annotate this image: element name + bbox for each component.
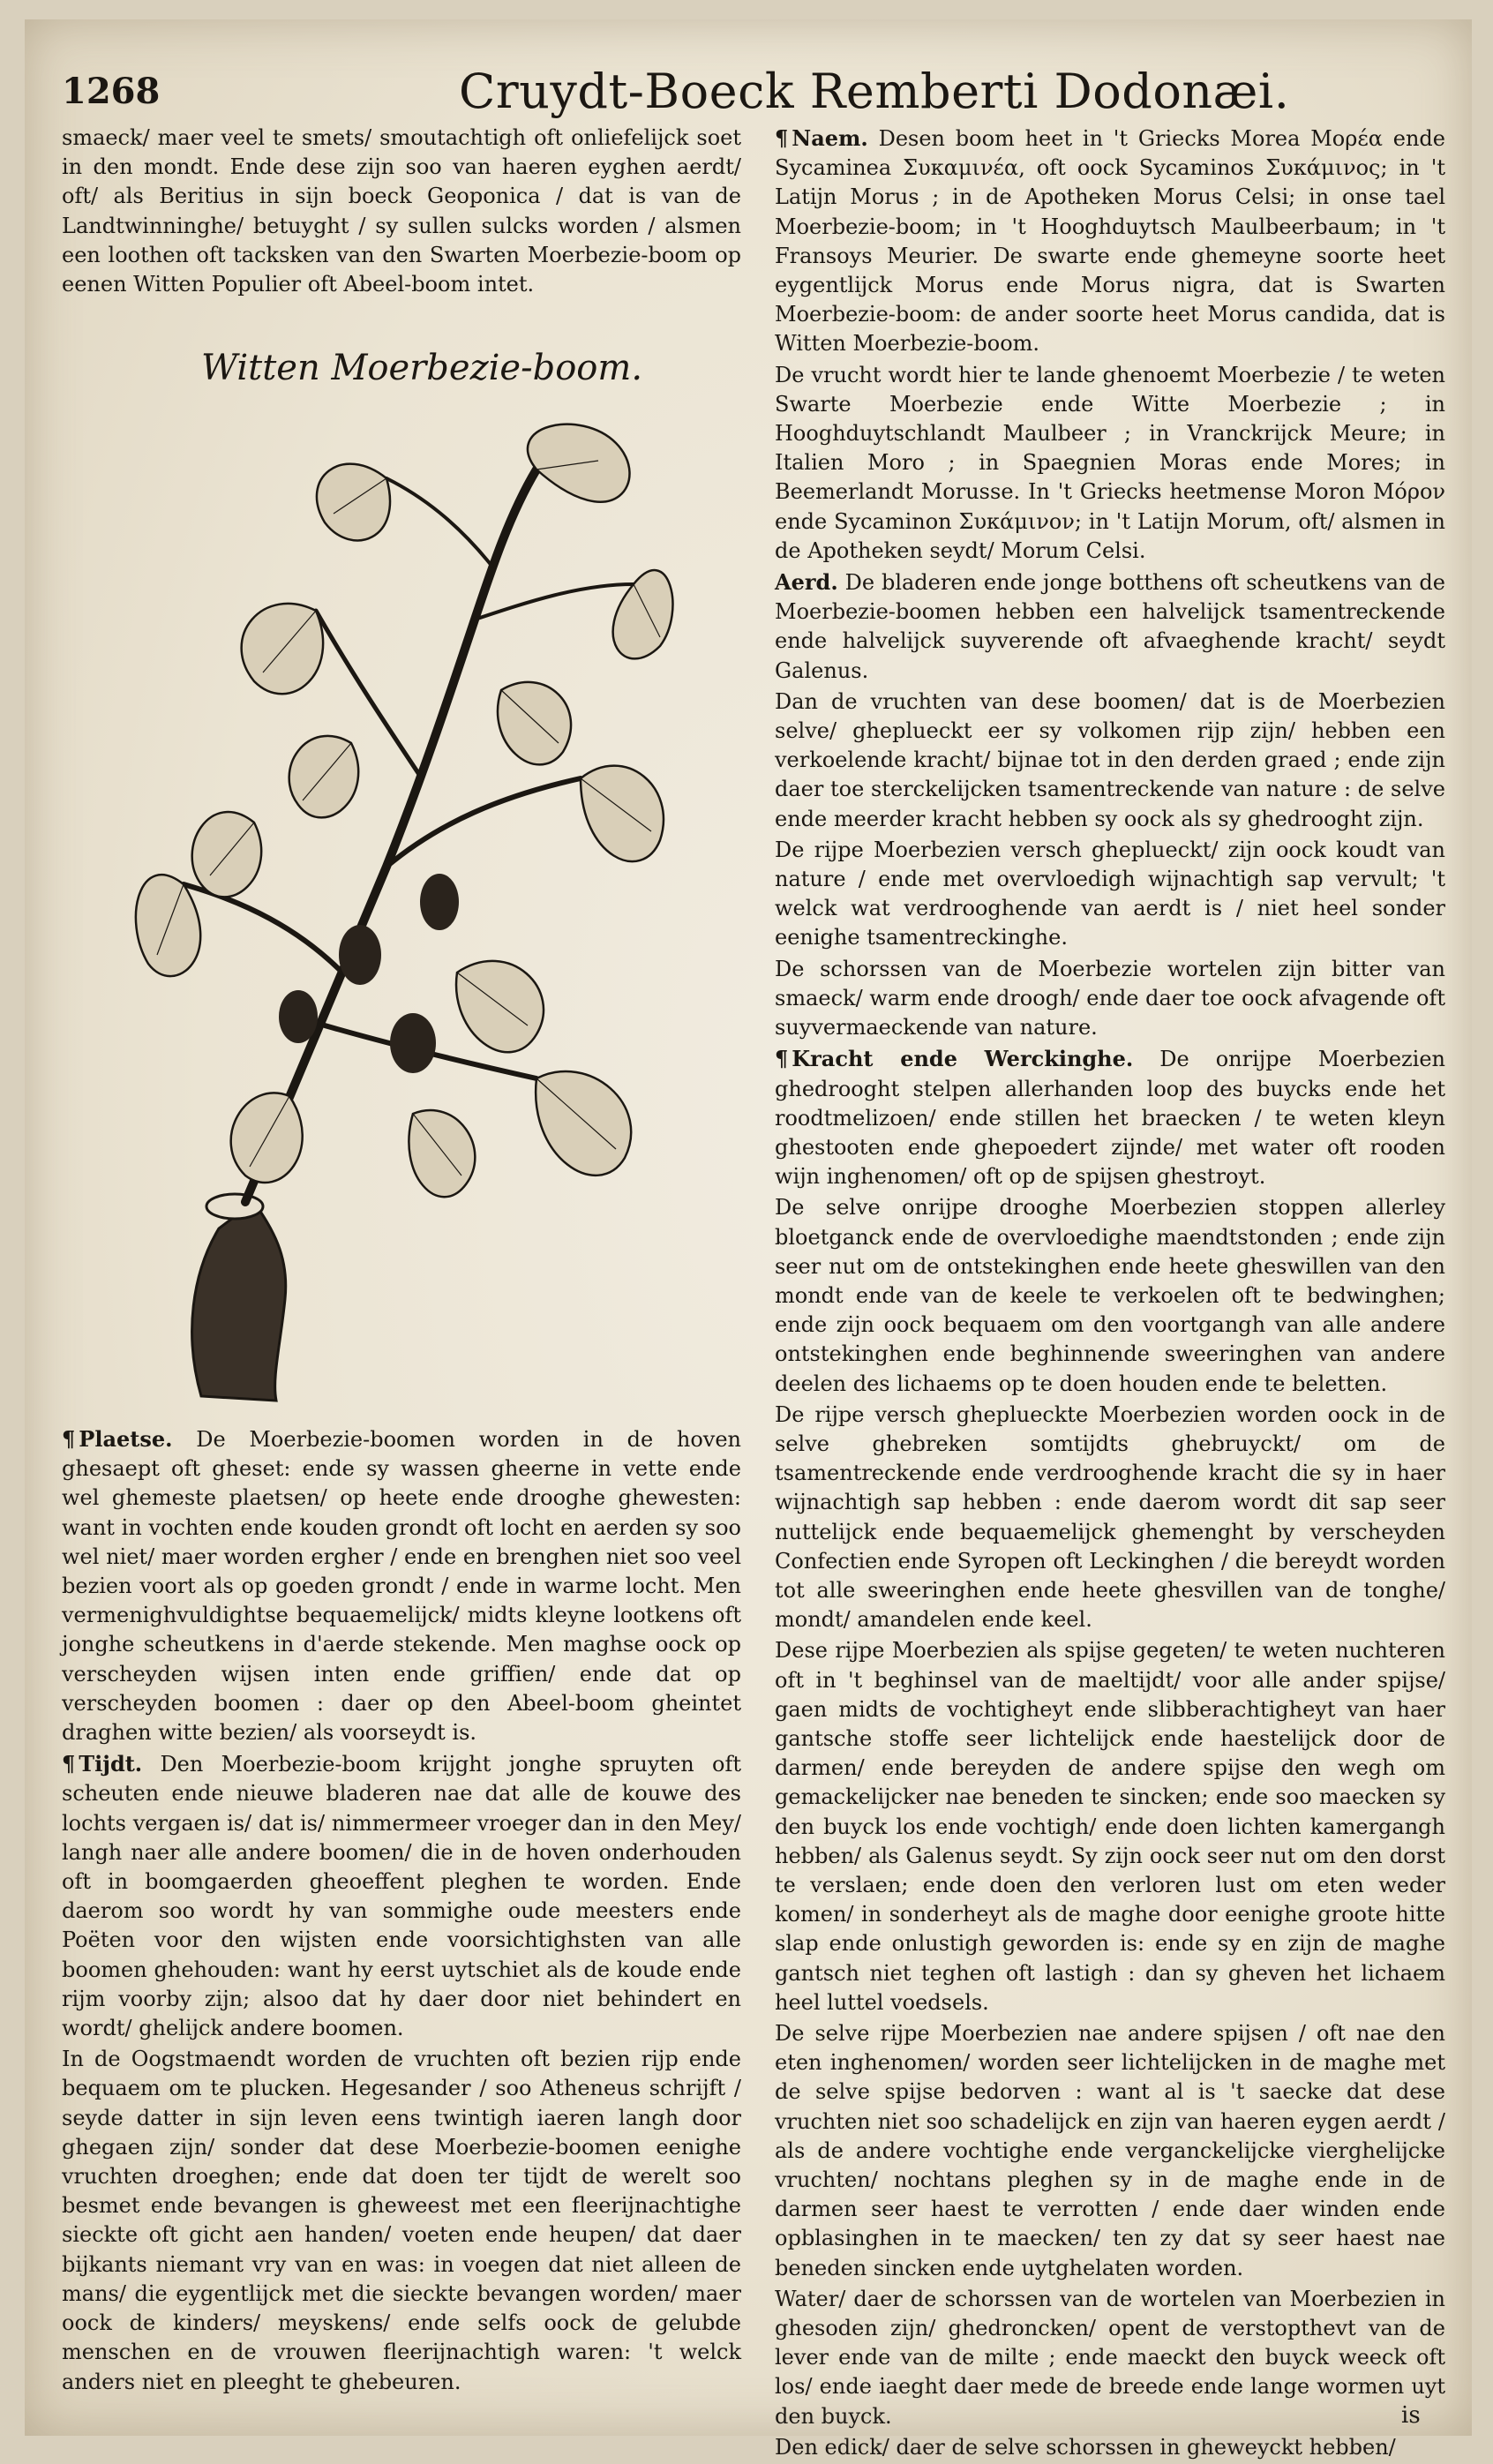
paragraph	[62, 1749, 741, 2043]
paragraph	[775, 361, 1445, 566]
paragraph	[775, 2285, 1445, 2431]
paragraph	[775, 2433, 1445, 2462]
page-header	[62, 55, 1438, 125]
section-lead: Kracht ende Werckinghe.	[792, 1046, 1134, 1072]
paragraph-text: Water/ daer de schorssen van de wortelen van Moerbezien in ghesoden zijn/ ghedroncken/ opent de verstopthevt van de lever ende van de milte ; ende maeckt den buyck weeck oft los/ ende iaeght daer mede de breede ende lange wormen uyt den buyck.	[775, 2286, 1445, 2429]
paragraph-text: Desen boom heet in 't Griecks Morea Μορέα ende Sycaminea Συκαμινέα, oft oock Sycaminos Συκάμινος; in 't Latijn Morus ; in de Apotheken Morus Celsi; in onse tael Moerbezie-boom; in 't Hooghduytsch Maulbeerbaum; in 't Fransoys Meurier. De swarte ende ghemeyne soorte heet eygentlijck Morus ende Morus nigra, dat is Swarten Moerbezie-boom: de ander soorte heet Morus candida, dat is Witten Moerbezie-boom.	[775, 126, 1446, 357]
paragraph-text: Den edick/ daer de selve schorssen in gheweyckt hebben/	[775, 2434, 1396, 2460]
section-lead: Plaetse.	[79, 1426, 173, 1452]
paragraph-text: De onrijpe Moerbezien ghedrooght stelpen allerhanden loop des buycks ende het roodtmelizoen/ ende stillen het braecken / te weten kleyn ghestooten ende ghepoedert zijnde/ met water oft rooden wijn inghenomen/ oft op de spijsen ghestroyt.	[775, 1047, 1445, 1190]
paragraph-text: De vrucht wordt hier te lande ghenoemt Moerbezie / te weten Swarte Moerbezie ende Witte Moerbezie ; in Hooghduytschlandt Maulbeer ; in Vranckrijck Meure; in Italien Moro ; in Spaegnien Moras ende Mores; in Beemerlandt Morusse. In 't Griecks heetmense Moron Μόρον ende Sycaminon Συκάμινον; in 't Latijn Morum, oft/ alsmen in de Apotheken seydt/ Morum Celsi.	[775, 362, 1445, 563]
paragraph	[62, 2045, 741, 2396]
paragraph: smaeck/ maer veel te smets/ smoutachtigh oft onliefelijck soet in den mondt. Ende dese zijn soo van haeren eyghen aerdt/ oft/ als Beritius in sijn boeck Geoponica / dat is van de Landtwinninghe/ betuyght / sy sullen sulcks worden / alsmen een loothen oft tacksken van den Swarten Moerbezie-boom op eenen Witten Populier oft Abeel-boom intet.	[62, 125, 741, 297]
paragraph-text: De selve rijpe Moerbezien nae andere spijsen / oft nae den eten inghenomen/ worden seer lichtelijcken in de maghe met de selve spijse bedorven : want al is 't saecke dat dese vruchten niet soo schadelijck en zijn van haeren eygen aerdt / als de andere vochtighe ende verganckelijcke vierghelijcke vruchten/ nochtans pleghen sy in de maghe ende in de darmen seer haest te verrotten / ende daer winden ende opblasinghen in te maecken/ ten zy dat sy seer haest nae beneden sincken ende uytghelaten worden.	[775, 2021, 1445, 2280]
book-page	[25, 19, 1472, 2460]
paragraph	[775, 124, 1445, 359]
paragraph	[775, 1044, 1445, 1191]
paragraph-text: De rijpe versch gheplueckte Moerbezien worden oock in de selve ghebreken somtijdts ghebruyckt/ om de tsamentreckende ende verdrooghende kracht die sy in haer wijnachtigh sap hebben : ende daerom wordt dit sap seer nuttelijck ende bequaemelijck ghemenght by verscheyden Confectien ende Syropen oft Leckinghen / die bereydt worden tot alle sweeringhen ende heete ghesvillen van de tonghe/ mondt/ amandelen ende keel.	[775, 1401, 1445, 1633]
paragraph-text: De Moerbezie-boomen worden in de hoven ghesaept oft gheset: ende sy wassen gheerne in vette ende wel ghemeste plaetsen/ op heete ende drooghe ghewesten: want in vochten ende kouden grondt oft locht en aerden sy soo wel niet/ maer worden ergher / ende en brenghen niet soo veel bezien voort als op goeden grondt / ende in warme locht. Men vermenighvuldightse bequaemelijck/ midts kleyne lootkens oft jonghe scheutkens in d'aerde stekende. Men maghse oock op verscheyden wijsen inten ende griffien/ ende dat op verscheyden boomen : daer op den Abeel-boom gheintet draghen witte bezien/ als voorseydt is.	[62, 1427, 741, 1746]
pilcrow-icon: ¶	[62, 1751, 76, 1777]
paragraph	[775, 1401, 1445, 1635]
paragraph	[775, 1636, 1445, 2017]
catchword: is	[1401, 2402, 1421, 2429]
paragraph-text: De bladeren ende jonge botthens oft scheutkens van de Moerbezie-boomen hebben een halvelijck tsamentreckende ende halvelijck suyverende oft afvaeghende kracht/ seydt Galenus.	[775, 570, 1445, 683]
section-lead: Aerd.	[775, 569, 838, 596]
paragraph-text: In de Oogstmaendt worden de vruchten oft bezien rijp ende bequaem om te plucken. Hegesander / soo Atheneus schrijft / seyde datter in sijn leven eens twintigh iaeren langh door ghegaen zijn/ sonder dat dese Moerbezie-boomen eenighe vruchten droeghen; ende dat doen ter tijdt de werelt soo besmet ende bevangen is gheweest met een fleerijnachtighe sieckte oft gicht aen handen/ voeten ende heupen/ dat daer bijkants niemant vry van en was: in voegen dat niet alleen de mans/ die eygentlijck met die sieckte bevangen worden/ maer oock de kinders/ meyskens/ ende selfs oock de gelubde menschen en de vrouwen fleerijnachtigh waren: 't welck anders niet en pleeght te ghebeuren.	[62, 2047, 741, 2394]
pilcrow-icon: ¶	[775, 125, 789, 151]
pilcrow-icon: ¶	[62, 1426, 76, 1452]
paragraph	[775, 567, 1445, 686]
right-column	[775, 124, 1445, 2464]
paragraph	[62, 1424, 741, 1747]
paragraph-text: De selve onrijpe drooghe Moerbezien stoppen allerley bloetganck ende de overvloedighe maendtstonden ; ende zijn seer nut om de ontstekinghen ende heete gheswillen van den mondt ende van de keele te verkoelen oft te bedwinghen; ende zijn oock bequaem om den voortgangh van alle andere ontstekinghen ende beghinnende sweeringhen van andere deelen des lichaems op te doen houden ende te beletten.	[775, 1195, 1445, 1396]
paragraph-text: De schorssen van de Moerbezie wortelen zijn bitter van smaeck/ warm ende droogh/ ende daer toe oock afvagende oft suyvermaeckende van nature.	[775, 956, 1445, 1040]
paragraph	[775, 836, 1445, 953]
paragraph	[775, 1193, 1445, 1398]
paragraph	[775, 955, 1445, 1043]
paragraph-text: Dan de vruchten van dese boomen/ dat is de Moerbezien selve/ gheplueckt eer sy volkomen rijp zijn/ hebben een verkoelende kracht/ bijnae tot in den derden graed ; ende zijn daer toe sterckelijcken tsamentreckende van nature : de selve ende meerder kracht hebben sy oock als sy ghedrooght zijn.	[775, 688, 1445, 831]
mulberry-branch-woodcut	[122, 408, 686, 1405]
paragraph-text: Den Moerbezie-boom krijght jonghe spruyten oft scheuten ende nieuwe bladeren nae dat alle de kouwe des lochts vergaen is/ dat is/ nimmermeer vroeger dan in den Mey/ langh naer alle andere boomen/ die in de hoven onderhouden oft in boomgaerden gheoeffent pleghen te worden. Ende daerom soo wordt hy van sommighe oude meesters ende Poëten voor den wijsten ende voorsichtighsten van alle boomen ghehouden: want hy eerst uytschiet als de koude ende rijm voorby zijn; alsoo dat hy daer door niet behindert en wordt/ ghelijck andere boomen.	[62, 1752, 741, 2041]
left-column-intro	[62, 124, 741, 301]
paragraph	[775, 2019, 1445, 2283]
paragraph-text: De rijpe Moerbezien versch gheplueckt/ zijn oock koudt van nature / ende met overvloedigh wijnachtigh sap vervult; 't welck wat verdrooghende van aerdt is / niet heel sonder eenighe tsamentreckinghe.	[775, 837, 1445, 950]
pilcrow-icon: ¶	[775, 1046, 789, 1072]
section-lead: Tijdt.	[79, 1751, 143, 1777]
paragraph	[775, 687, 1445, 834]
section-lead: Naem.	[792, 125, 868, 151]
paragraph-text: Dese rijpe Moerbezien als spijse gegeten/ te weten nuchteren oft in 't beghinsel van de maeltijdt/ voor alle ander spijse/ gaen midts de vochtigheyt ende slibberachtigheyt van haer gantsche stoffe seer lichtelijck ende haestelijck door de darmen/ ende bereyden de andere spijse den wegh om gemackelijcker nae beneden te sincken; ende soo maecken sy den buyck los ende vochtigh/ ende doen lichten kamergangh hebben/ als Galenus seydt. Sy zijn oock seer nut om den dorst te verslaen; ende doen den verloren lust om eten weder komen/ in sonderheyt als de maghe door eenighe groote hitte slap ende onlustigh geworden is: ende sy en zijn de maghe gantsch niet teghen oft lastigh : dan sy gheven het lichaem heel luttel voedsels.	[775, 1638, 1445, 2015]
plate-caption: Witten Moerbezie-boom.	[200, 348, 643, 388]
left-column-lower	[62, 1424, 741, 2399]
page-number: 1268	[62, 71, 161, 112]
running-head: Cruydt-Boeck Remberti Dodonæi.	[459, 64, 1290, 119]
